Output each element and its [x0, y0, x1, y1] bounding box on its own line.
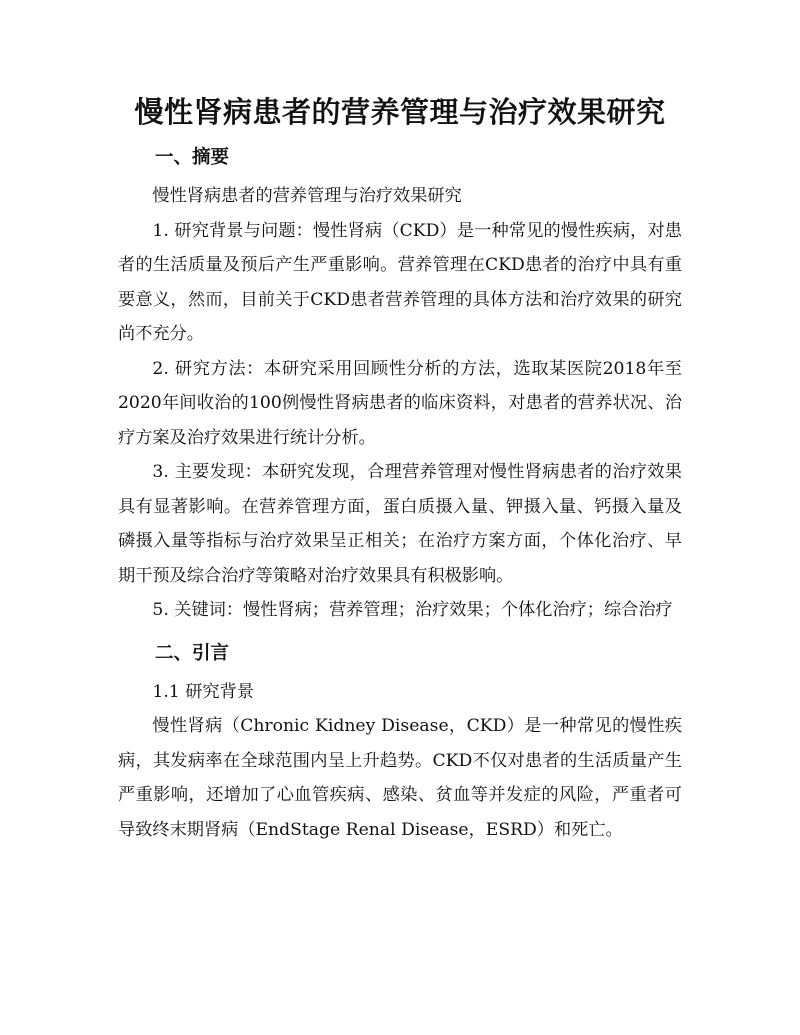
- intro-paragraph-background: 慢性肾病（Chronic Kidney Disease，CKD）是一种常见的慢性疾病，其发病率在全球范围内呈上升趋势。CKD不仅对患者的生活质量产生严重影响，还增加了心血管疾病、感染、贫血等并发症的风险，严重者可导致终末期肾病（EndStage Renal Disease，ESRD）和死亡。: [118, 716, 682, 840]
- abstract-paragraph-subtitle: 慢性肾病患者的营养管理与治疗效果研究: [152, 186, 462, 206]
- abstract-paragraph-keywords: 5. 关键词：慢性肾病；营养管理；治疗效果；个体化治疗；综合治疗: [152, 600, 673, 620]
- document-title: 慢性肾病患者的营养管理与治疗效果研究: [134, 95, 666, 129]
- section-heading-abstract: 一、摘要: [155, 147, 230, 168]
- abstract-paragraph-methods: 2. 研究方法：本研究采用回顾性分析的方法，选取某医院2018年至2020年间收治的100例慢性肾病患者的临床资料，对患者的营养状况、治疗方案及治疗效果进行统计分析。: [118, 358, 682, 448]
- abstract-paragraph-findings: 3. 主要发现：本研究发现，合理营养管理对慢性肾病患者的治疗效果具有显著影响。在营养管理方面，蛋白质摄入量、钾摄入量、钙摄入量及磷摄入量等指标与治疗效果呈正相关；在治疗方案方面，个体化治疗、早期干预及综合治疗等策略对治疗效果具有积极影响。: [118, 462, 682, 586]
- section-heading-introduction: 二、引言: [155, 642, 230, 664]
- abstract-paragraph-background: 1. 研究背景与问题：慢性肾病（CKD）是一种常见的慢性疾病，对患者的生活质量及预后产生严重影响。营养管理在CKD患者的治疗中具有重要意义，然而，目前关于CKD患者营养管理的具体方法和治疗效果的研究尚不充分。: [118, 220, 682, 344]
- intro-subheading-background: 1.1 研究背景: [152, 681, 254, 702]
